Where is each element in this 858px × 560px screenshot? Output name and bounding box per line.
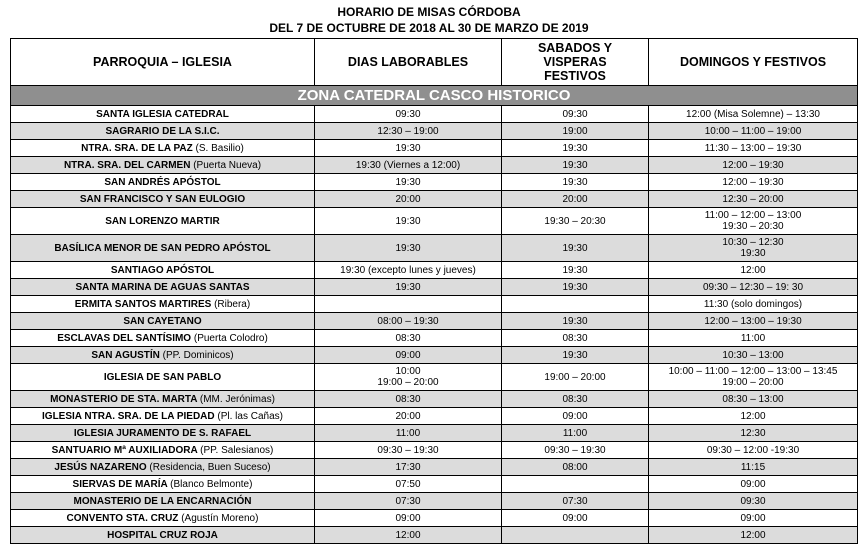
saturday-times	[502, 330, 649, 347]
saturday-times	[502, 391, 649, 408]
header-laborables: DIAS LABORABLES	[315, 39, 502, 86]
saturday-times-line: 19:30	[562, 176, 588, 188]
weekday-times	[315, 313, 502, 330]
saturday-times-line: 19:30	[562, 281, 588, 293]
weekday-times	[315, 140, 502, 157]
table-row	[11, 476, 858, 493]
saturday-times	[502, 442, 649, 459]
table-row	[11, 262, 858, 279]
saturday-times-line: 08:30	[562, 332, 588, 344]
sunday-times-line: 12:00 – 19:30	[722, 159, 784, 171]
sunday-times	[649, 364, 858, 391]
weekday-times	[315, 262, 502, 279]
saturday-times	[502, 425, 649, 442]
weekday-times	[315, 279, 502, 296]
weekday-times	[315, 191, 502, 208]
sunday-times-line: 08:30 – 13:00	[722, 393, 784, 405]
weekday-times-line: 19:30	[395, 176, 421, 188]
weekday-times-line: 07:30	[395, 495, 421, 507]
church-name	[11, 476, 315, 493]
sunday-times	[649, 296, 858, 313]
sunday-times	[649, 106, 858, 123]
saturday-times	[502, 106, 649, 123]
saturday-times-line: 20:00	[562, 193, 588, 205]
weekday-times	[315, 235, 502, 262]
table-row	[11, 157, 858, 174]
church-name-text: SANTUARIO Mª AUXILIADORA	[51, 444, 198, 456]
church-name-text: SAGRARIO DE LA S.I.C.	[105, 125, 220, 137]
sunday-times	[649, 408, 858, 425]
sunday-times-line: 12:00 – 13:00 – 19:30	[704, 315, 802, 327]
sunday-times-line: 10:30 – 12:30	[722, 237, 784, 248]
saturday-times	[502, 313, 649, 330]
weekday-times-line: 09:30	[395, 108, 421, 120]
weekday-times-line: 12:30 – 19:00	[377, 125, 439, 137]
weekday-times	[315, 510, 502, 527]
church-name	[11, 235, 315, 262]
weekday-times-line: 17:30	[395, 461, 421, 473]
saturday-times-line: 19:30	[562, 349, 588, 361]
saturday-times	[502, 235, 649, 262]
sunday-times-line: 11:00	[740, 332, 766, 344]
saturday-times-line: 19:00 – 20:00	[544, 371, 606, 383]
table-row	[11, 391, 858, 408]
sunday-times	[649, 191, 858, 208]
church-location: (Pl. las Cañas)	[217, 410, 283, 422]
church-name	[11, 459, 315, 476]
saturday-times-line: 19:00	[562, 125, 588, 137]
church-name-text: SANTA MARINA DE AGUAS SANTAS	[75, 281, 250, 293]
saturday-times	[502, 493, 649, 510]
zone-title: ZONA CATEDRAL CASCO HISTORICO	[11, 86, 858, 106]
sunday-times-line: 19:30 – 20:30	[722, 221, 784, 232]
table-row	[11, 296, 858, 313]
sunday-times	[649, 510, 858, 527]
weekday-times-line: 10:00	[395, 366, 421, 377]
table-row	[11, 123, 858, 140]
weekday-times	[315, 391, 502, 408]
church-name-text: MONASTERIO DE STA. MARTA	[50, 393, 198, 405]
church-name-text: SAN CAYETANO	[123, 315, 202, 327]
sunday-times	[649, 235, 858, 262]
saturday-times-line: 08:00	[562, 461, 588, 473]
church-name	[11, 442, 315, 459]
church-name-text: ESCLAVAS DEL SANTÍSIMO	[57, 332, 192, 344]
church-name-text: CONVENTO STA. CRUZ	[66, 512, 179, 524]
church-location: (Ribera)	[214, 298, 251, 310]
saturday-times	[502, 279, 649, 296]
church-name-text: IGLESIA DE SAN PABLO	[103, 371, 222, 383]
church-name	[11, 157, 315, 174]
table-row	[11, 208, 858, 235]
weekday-times-line: 20:00	[395, 193, 421, 205]
sunday-times	[649, 493, 858, 510]
church-name-text: SAN LORENZO MARTIR	[105, 215, 220, 227]
table-row	[11, 408, 858, 425]
sunday-times	[649, 140, 858, 157]
saturday-times-line: 19:30	[562, 159, 588, 171]
sunday-times	[649, 347, 858, 364]
church-name-text: IGLESIA NTRA. SRA. DE LA PIEDAD	[42, 410, 215, 422]
church-name-text: SIERVAS DE MARÍA	[72, 478, 168, 490]
sunday-times-line: 10:00 – 11:00 – 12:00 – 13:00 – 13:45	[668, 366, 838, 377]
table-row	[11, 425, 858, 442]
saturday-times	[502, 262, 649, 279]
saturday-times	[502, 527, 649, 544]
saturday-times-line: 11:00	[562, 427, 588, 439]
church-location: (Agustín Moreno)	[181, 512, 259, 524]
church-name	[11, 174, 315, 191]
saturday-times	[502, 123, 649, 140]
sunday-times-line: 12:30 – 20:00	[722, 193, 784, 205]
church-location: (PP. Dominicos)	[162, 349, 234, 361]
sunday-times-line: 12:00	[740, 529, 766, 541]
zone-row	[11, 86, 858, 106]
saturday-times	[502, 347, 649, 364]
saturday-times	[502, 459, 649, 476]
church-name	[11, 364, 315, 391]
document-title	[0, 4, 858, 36]
sunday-times-line: 19:30	[740, 248, 766, 259]
saturday-times-line: 09:30 – 19:30	[544, 444, 606, 456]
sunday-times-line: 12:00 – 19:30	[722, 176, 784, 188]
weekday-times-line: 19:00 – 20:00	[377, 377, 439, 388]
sunday-times-line: 12:00	[740, 264, 766, 276]
table-row	[11, 140, 858, 157]
saturday-times	[502, 191, 649, 208]
saturday-times-line: 09:00	[562, 512, 588, 524]
sunday-times	[649, 459, 858, 476]
church-name-text: JESÚS NAZARENO	[54, 461, 147, 473]
sunday-times	[649, 279, 858, 296]
table-row	[11, 493, 858, 510]
sunday-times-line: 19:00 – 20:00	[722, 377, 784, 388]
church-name	[11, 123, 315, 140]
church-name-text: HOSPITAL CRUZ ROJA	[107, 529, 218, 541]
weekday-times	[315, 408, 502, 425]
church-name	[11, 527, 315, 544]
weekday-times-line: 19:30	[395, 242, 421, 254]
church-name-text: IGLESIA JURAMENTO DE S. RAFAEL	[73, 427, 252, 439]
table-row	[11, 510, 858, 527]
church-name	[11, 140, 315, 157]
header-sabados-line: VISPERAS	[543, 55, 607, 69]
weekday-times-line: 08:30	[395, 393, 421, 405]
sunday-times-line: 11:30 – 13:00 – 19:30	[704, 142, 802, 154]
saturday-times	[502, 208, 649, 235]
weekday-times	[315, 493, 502, 510]
church-location: (S. Basilio)	[195, 142, 244, 154]
church-name	[11, 493, 315, 510]
church-name-text: MONASTERIO DE LA ENCARNACIÓN	[73, 495, 252, 507]
church-location: (Blanco Belmonte)	[170, 478, 253, 490]
church-name-text: SAN AGUSTÍN	[91, 349, 160, 361]
sunday-times	[649, 330, 858, 347]
table-row	[11, 279, 858, 296]
sunday-times-line: 11:30 (solo domingos)	[703, 298, 803, 310]
sunday-times-line: 09:30	[740, 495, 766, 507]
saturday-times	[502, 157, 649, 174]
table-row	[11, 442, 858, 459]
sunday-times-line: 10:30 – 13:00	[722, 349, 784, 361]
sunday-times	[649, 527, 858, 544]
sunday-times	[649, 391, 858, 408]
sunday-times	[649, 208, 858, 235]
table-row	[11, 527, 858, 544]
weekday-times	[315, 157, 502, 174]
church-name	[11, 330, 315, 347]
title-line-1: HORARIO DE MISAS CÓRDOBA	[337, 5, 521, 19]
header-row	[11, 39, 858, 86]
weekday-times	[315, 476, 502, 493]
church-name	[11, 279, 315, 296]
table-row	[11, 174, 858, 191]
saturday-times	[502, 408, 649, 425]
church-name	[11, 262, 315, 279]
saturday-times-line: 19:30	[562, 242, 588, 254]
weekday-times-line: 09:00	[395, 512, 421, 524]
sunday-times	[649, 313, 858, 330]
title-line-2: DEL 7 DE OCTUBRE DE 2018 AL 30 DE MARZO DE 2019	[269, 21, 589, 35]
weekday-times	[315, 208, 502, 235]
saturday-times	[502, 174, 649, 191]
saturday-times	[502, 140, 649, 157]
sunday-times-line: 09:00	[740, 478, 766, 490]
weekday-times	[315, 174, 502, 191]
sunday-times	[649, 262, 858, 279]
saturday-times	[502, 510, 649, 527]
church-name	[11, 391, 315, 408]
church-name-text: NTRA. SRA. DEL CARMEN	[63, 159, 191, 171]
church-name	[11, 313, 315, 330]
saturday-times	[502, 364, 649, 391]
church-name-text: SAN ANDRÉS APÓSTOL	[104, 176, 221, 188]
sunday-times	[649, 123, 858, 140]
church-name	[11, 191, 315, 208]
church-name-text: SANTA IGLESIA CATEDRAL	[96, 108, 229, 120]
weekday-times	[315, 364, 502, 391]
header-domingos: DOMINGOS Y FESTIVOS	[649, 39, 858, 86]
church-name	[11, 106, 315, 123]
church-name	[11, 510, 315, 527]
saturday-times-line: 07:30	[562, 495, 588, 507]
weekday-times-line: 19:30	[395, 281, 421, 293]
weekday-times-line: 11:00	[395, 427, 421, 439]
table-row	[11, 106, 858, 123]
weekday-times-line: 09:00	[395, 349, 421, 361]
saturday-times-line: 19:30	[562, 142, 588, 154]
weekday-times-line: 19:30 (Viernes a 12:00)	[355, 159, 461, 171]
sunday-times-line: 12:30	[740, 427, 766, 439]
weekday-times-line: 08:30	[395, 332, 421, 344]
church-name-text: ERMITA SANTOS MARTIRES	[74, 298, 212, 310]
church-name-text: SANTIAGO APÓSTOL	[110, 264, 215, 276]
header-sabados-line: SABADOS Y	[537, 41, 613, 55]
church-location: (PP. Salesianos)	[200, 444, 274, 456]
weekday-times-line: 19:30	[395, 142, 421, 154]
saturday-times-line: 09:30	[562, 108, 588, 120]
weekday-times	[315, 442, 502, 459]
table-row	[11, 364, 858, 391]
church-name-text: SAN FRANCISCO Y SAN EULOGIO	[79, 193, 246, 205]
weekday-times-line: 08:00 – 19:30	[377, 315, 439, 327]
weekday-times	[315, 296, 502, 313]
sunday-times	[649, 174, 858, 191]
sunday-times	[649, 442, 858, 459]
weekday-times-line: 19:30 (excepto lunes y jueves)	[340, 264, 476, 276]
weekday-times-line: 20:00	[395, 410, 421, 422]
sunday-times-line: 11:15	[740, 461, 766, 473]
weekday-times	[315, 425, 502, 442]
weekday-times	[315, 106, 502, 123]
saturday-times-line: 08:30	[562, 393, 588, 405]
sunday-times-line: 11:00 – 12:00 – 13:00	[704, 210, 802, 221]
sunday-times-line: 12:00	[740, 410, 766, 422]
table-row	[11, 191, 858, 208]
church-location: (MM. Jerónimas)	[199, 393, 275, 405]
church-name	[11, 296, 315, 313]
weekday-times	[315, 330, 502, 347]
weekday-times-line: 19:30	[395, 215, 421, 227]
header-parroquia: PARROQUIA – IGLESIA	[11, 39, 315, 86]
church-location: (Puerta Nueva)	[193, 159, 262, 171]
sunday-times	[649, 157, 858, 174]
weekday-times	[315, 123, 502, 140]
church-name-text: BASÍLICA MENOR DE SAN PEDRO APÓSTOL	[54, 242, 271, 254]
church-name	[11, 408, 315, 425]
weekday-times	[315, 527, 502, 544]
weekday-times-line: 12:00	[395, 529, 421, 541]
church-location: (Residencia, Buen Suceso)	[149, 461, 271, 473]
sunday-times	[649, 425, 858, 442]
sunday-times	[649, 476, 858, 493]
header-sabados-line: FESTIVOS	[544, 69, 606, 83]
table-row	[11, 330, 858, 347]
church-name-text: NTRA. SRA. DE LA PAZ	[81, 142, 193, 154]
sunday-times-line: 09:30 – 12:00 -19:30	[706, 444, 800, 456]
table-row	[11, 347, 858, 364]
sunday-times-line: 09:30 – 12:30 – 19: 30	[702, 281, 804, 293]
sunday-times-line: 12:00 (Misa Solemne) – 13:30	[686, 108, 820, 120]
church-name	[11, 425, 315, 442]
header-sabados	[502, 39, 649, 86]
table-row	[11, 459, 858, 476]
table-row	[11, 235, 858, 262]
mass-schedule-table	[10, 38, 858, 544]
church-name	[11, 347, 315, 364]
saturday-times-line: 19:30	[562, 315, 588, 327]
saturday-times	[502, 296, 649, 313]
saturday-times	[502, 476, 649, 493]
saturday-times-line: 09:00	[562, 410, 588, 422]
table-row	[11, 313, 858, 330]
church-name	[11, 208, 315, 235]
weekday-times-line: 07:50	[395, 478, 421, 490]
saturday-times-line: 19:30	[562, 264, 588, 276]
saturday-times-line: 19:30 – 20:30	[544, 215, 606, 227]
weekday-times	[315, 459, 502, 476]
sunday-times-line: 09:00	[740, 512, 766, 524]
weekday-times	[315, 347, 502, 364]
sunday-times-line: 10:00 – 11:00 – 19:00	[704, 125, 802, 137]
church-location: (Puerta Colodro)	[193, 332, 268, 344]
weekday-times-line: 09:30 – 19:30	[377, 444, 439, 456]
